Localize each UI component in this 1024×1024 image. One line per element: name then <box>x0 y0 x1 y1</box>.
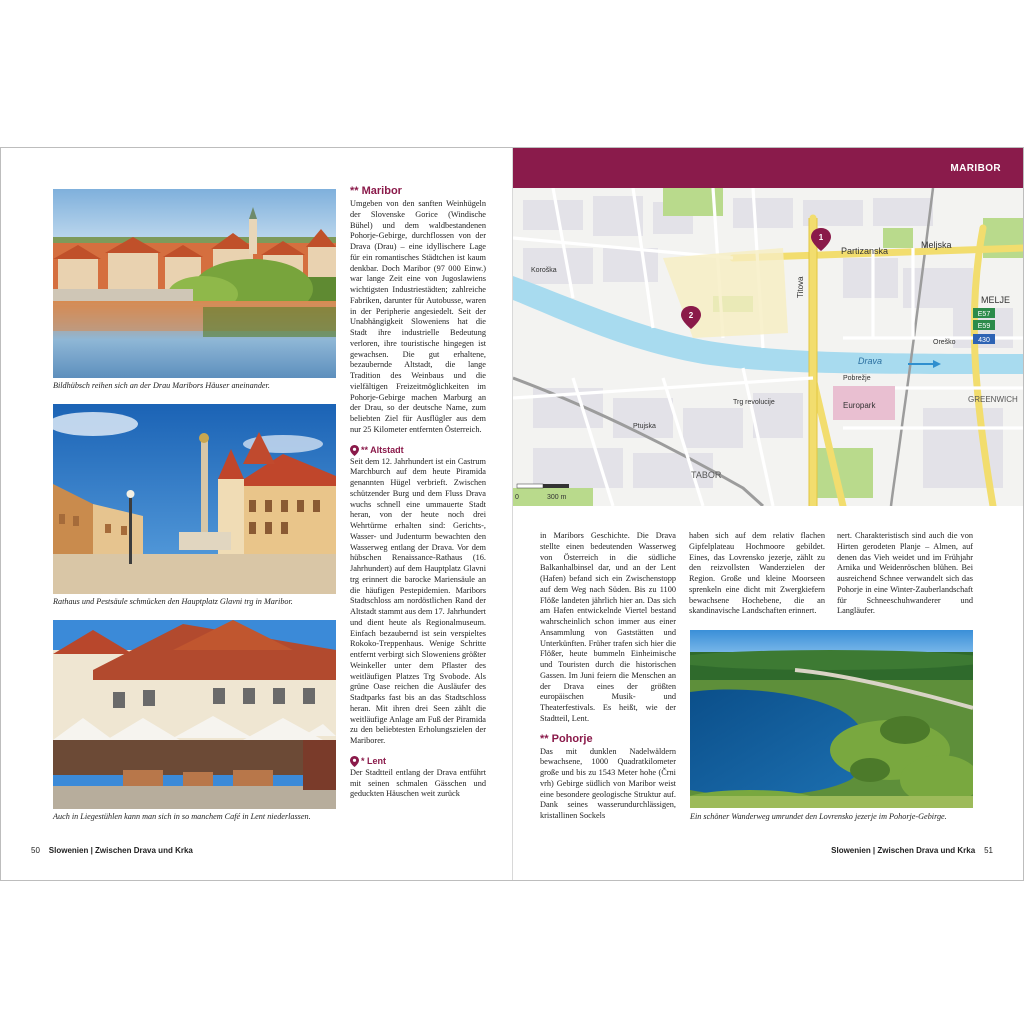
caption-photo-3: Auch in Liegestühlen kann man sich in so manchem Café in Lent niederlassen. <box>53 812 311 821</box>
lake-image <box>690 630 973 808</box>
photo-glavni-trg <box>53 404 336 594</box>
text-maribor: Umgeben von den sanften Weinhügeln der Slovenske Gorice (Windische Bühel) und dem waldbestandenen Pohorje-Gebirge, durchflossen von der Drava (Drau) – eine idyllischere Lage für ein romantisches Städtchen ist kaum denkbar. Doch Maribor (97 000 Einw.) war lange Zeit eine von Jugoslawiens wichtigsten Industriestädten; zahlreiche Fabriken, darunter für Autobusse, waren in der Peripherie angesiedelt. Seit der Unabhängigkeit Sloweniens hat die Stadt ihre industrielle Bedeutung verloren, ihre touristische hingegen ist gewachsen. Die gut erhaltene, bezaubernde Altstadt, die lange Tradition des Weinbaus und die vielfältigen Freizeitmöglichkeiten im Pohorje-Gebirge machen Marburg an der Drau, so der deutsche Name, zum beliebten Ziel für Ausflügler aus dem nur 25 Kilometer entfernten Österreich. <box>350 199 486 434</box>
location-pin-icon <box>350 756 359 767</box>
location-pin-icon <box>350 445 359 456</box>
right-text-column-3 <box>837 531 973 617</box>
map-label-melje: MELJE <box>981 295 1011 305</box>
map-label-e59: E59 <box>977 323 991 330</box>
heading-altstadt: ** Altstadt <box>361 444 404 455</box>
heading-lent: * Lent <box>361 755 387 766</box>
heading-maribor: ** Maribor <box>350 185 402 197</box>
map-label-drava: Drava <box>858 356 883 366</box>
photo-maribor-riverfront <box>53 189 336 378</box>
maribor-map <box>513 188 1023 506</box>
map-label-meljska: Meljska <box>921 240 952 250</box>
photo-lovrensko-jezerje <box>690 630 973 808</box>
left-text-column <box>350 185 486 800</box>
heading-lent-row <box>350 756 486 767</box>
footer-label-right: Slowenien | Zwischen Drava und Krka <box>831 846 976 855</box>
book-spread <box>0 147 1024 881</box>
map-label-partizanska: Partizanska <box>841 246 889 256</box>
text-lent-continued: in Maribors Geschichte. Die Drava stellte einen bedeutenden Wasserweg von Österreich in die südliche Balkanhalbinsel dar, und an der Lent (Hafen) befand sich ein Zwischenstopp auf dem Weg nach Süden. Bis zu 1100 Flöße landeten jährlich hier an. Das sich am Hafen entwickelnde Viertel bestand wahrscheinlich schon immer aus einer Ansammlung von Gaststätten und Unterkünften. Früher trafen sich hier die Flößer, heute bummeln Einheimische und Touristen durch die historischen Gassen. Im Juni feiern die Menschen an der Drava eines der größten europäischen Musik- und Theaterfestivals. Es heißt, wie der Stadtteil, Lent. <box>540 531 676 723</box>
right-text-column-1 <box>540 531 676 822</box>
map-pin-1-label: 1 <box>818 233 824 242</box>
map-label-greenwich: GREENWICH <box>968 395 1018 404</box>
text-lent: Der Stadtteil entlang der Drava entführt mit seinen schmalen Gässchen und geduckten Häuschen weit zurück <box>350 767 486 799</box>
text-pohorje: Das mit dunklen Nadelwäldern bewachsene, 1000 Quadratkilometer große und bis zu 1543 Meter hohe (Črni vrh) Gebirge südlich von Maribor weist eine besondere geologische Struktur auf. Dank seines wasserundurchlässigen, kristallinen Sockels <box>540 746 676 820</box>
band-title: MARIBOR <box>950 163 1001 174</box>
heading-pohorje: ** Pohorje <box>540 732 593 745</box>
riverfront-image <box>53 189 336 378</box>
map-pin-2-label: 2 <box>688 311 694 320</box>
map-label-oresko: Oreško <box>933 339 956 346</box>
map-scale-zero: 0 <box>515 494 519 501</box>
map-label-ptujska: Ptujska <box>633 423 656 430</box>
caption-photo-1: Bildhübsch reihen sich an der Drau Maribors Häuser aneinander. <box>53 381 270 390</box>
caption-photo-2: Rathaus und Pestsäule schmücken den Hauptplatz Glavni trg in Maribor. <box>53 597 293 606</box>
footer-label-left: Slowenien | Zwischen Drava und Krka <box>48 846 193 855</box>
glavni-trg-image <box>53 404 336 594</box>
photo-lent-cafe <box>53 620 336 809</box>
map-scale-label: 300 m <box>547 494 567 501</box>
text-altstadt: Seit dem 12. Jahrhundert ist ein Castrum Marchburch auf dem heute Piramida genannten Hügel verbrieft. Zwischen schützender Burg und dem Fluss Drava wuchs schnell eine ummauerte Stadt heran, von der heute noch drei Wehrtürme erhalten sind: Gerichts-, Wasser- und Judenturm bewachten den Wasserweg entlang der Drava. Vor dem hübschen Renaissance-Rathaus (16. Jahrhundert) auf dem Hauptplatz Glavni trg erinnert die barocke Mariensäule an die häufigen Pestepidemien. Maribors Stadtschloss am nordöstlichen Rand der Altstadt stammt aus dem 17. Jahrhundert und dient heute als Regionalmuseum. Einfach bezaubernd ist sein verspieltes Rokoko-Treppenhaus. Wenige Schritte entfernt verbirgt sich Sloweniens größter Weinkeller unter dem Pflaster des weitläufigen Platzes Trg Svobode. Als grüne Oase reichen die Ausläufer des Stadtparks fast bis an das Stadtschloss heran. Mit ihren drei Seen zählt die weitläufige Anlage am Fuß der Piramida zu den beliebtesten Erholungszielen der Mariborer. <box>350 456 486 745</box>
heading-altstadt-row <box>350 445 486 456</box>
caption-lake: Ein schöner Wanderweg umrundet den Lovrensko jezerje im Pohorje-Gebirge. <box>690 812 947 821</box>
right-text-column-2 <box>689 531 825 617</box>
section-band <box>513 148 1023 188</box>
map-label-e57: E57 <box>977 311 991 318</box>
map-label-titova: Titova <box>796 276 805 298</box>
text-pohorje-end: nert. Charakteristisch sind auch die von Hirten gerodeten Planje – Almen, auf denen das Vieh weidet und im Frühjahr Arnika und Weidenröschen blühen. Bei ausreichend Schnee verwandelt sich das Pohorje in eine Winter-Zauberlandschaft für Schneeschuhwanderer und Langläufer. <box>837 531 973 616</box>
map-label-tabor: TABOR <box>691 470 722 480</box>
footer-left <box>31 846 193 856</box>
map-label-europark: Europark <box>843 401 876 410</box>
page-number-left: 50 <box>31 846 40 855</box>
map-label-pobrezje: Pobrežje <box>843 375 871 382</box>
city-map <box>513 188 1023 506</box>
map-label-trg-revolucije: Trg revolucije <box>733 399 775 406</box>
footer-right <box>831 846 993 856</box>
map-label-430: 430 <box>978 337 990 344</box>
page-number-right: 51 <box>984 846 993 855</box>
map-label-koroska: Koroška <box>531 267 557 274</box>
lent-cafe-image <box>53 620 336 809</box>
text-pohorje-continued: haben sich auf dem relativ flachen Gipfelplateau Hochmoore gebildet. Eines, das Lovrensko jezerje, zählt zu den reizvollsten Wanderzielen der Region. Große und kleine Moorseen sprenkeln eine dicht mit Zwergkiefern bewachsene Hochebene, die an skandinavische Landschaften erinnert. <box>689 531 825 616</box>
